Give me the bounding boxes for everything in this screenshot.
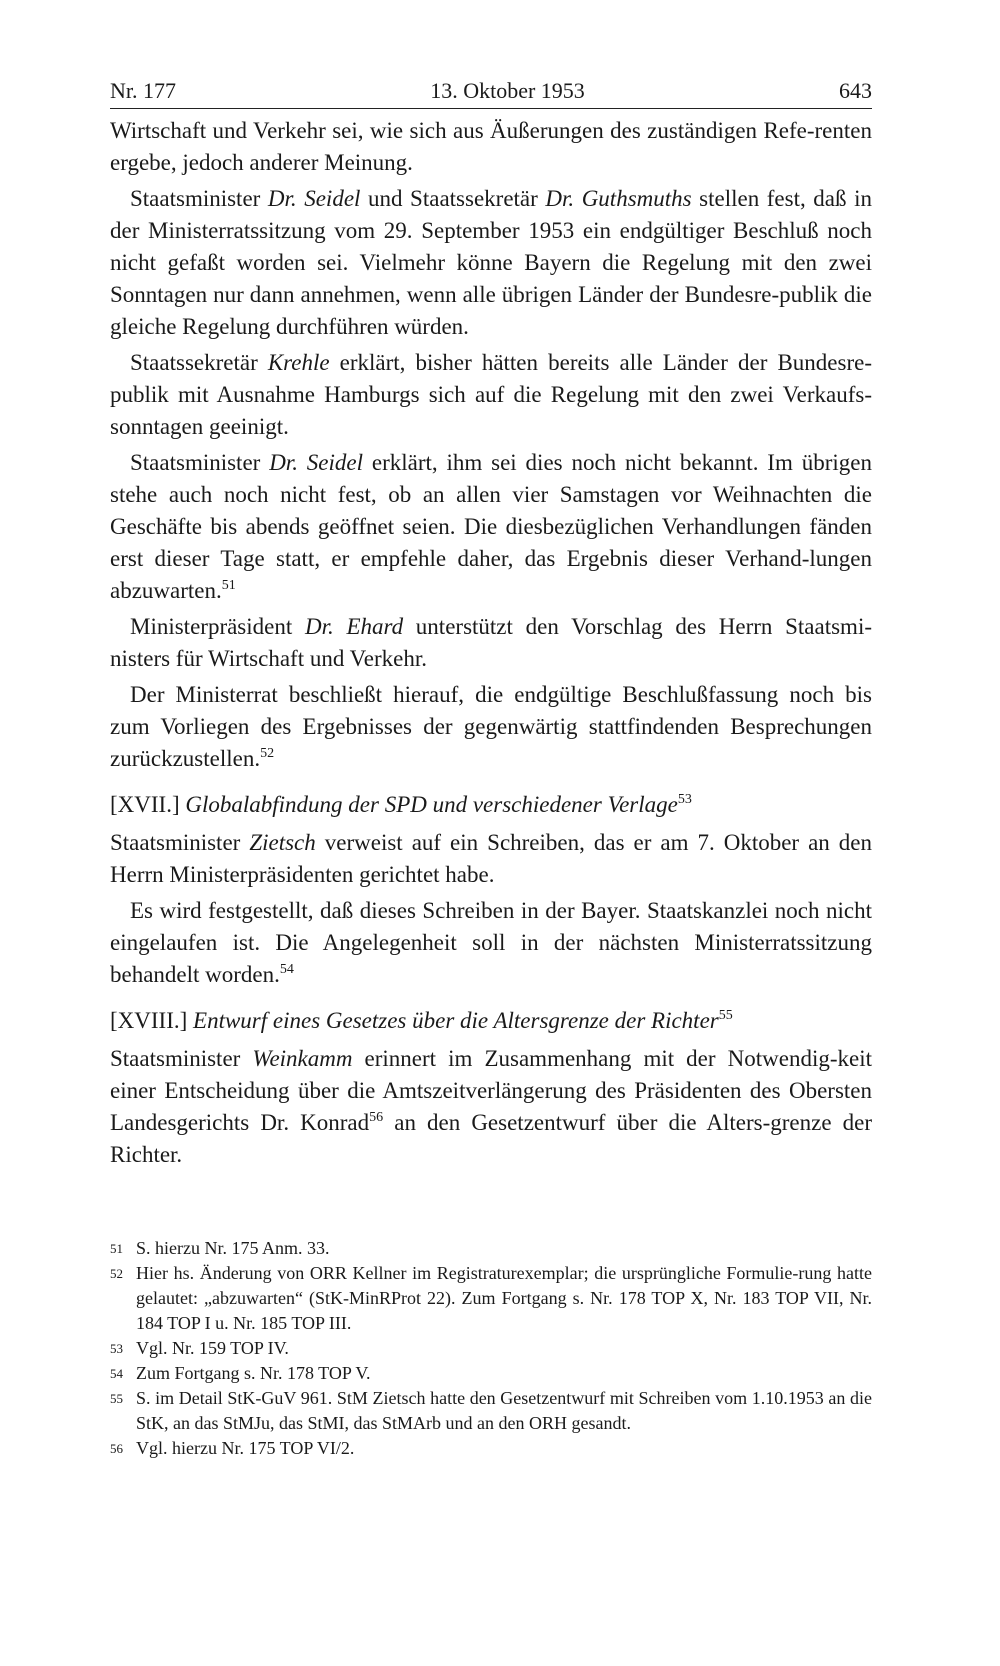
text-run: verweist auf ein Schreiben, das er am 7. Oktober an den Herrn Ministerpräsidenten gerichtet habe.: [110, 830, 872, 887]
document-page: [110, 78, 872, 1175]
text-run: erinnert im Zusammenhang mit der Notwendig-keit einer Entscheidung über die Amtszeitverlängerung des Präsidenten des Obersten Landesgerichts Dr. Konrad: [110, 1046, 872, 1135]
footnote-ref[interactable]: 54: [279, 962, 294, 977]
person-name: Dr. Guthsmuths: [545, 186, 692, 211]
footnote-ref[interactable]: 55: [718, 1008, 733, 1023]
footnote-text: S. im Detail StK-GuV 961. StM Zietsch hatte den Gesetzentwurf mit Schreiben vom 1.10.1953 an die StK, an das StMJu, das StMI, das StMArb und an den ORH gesandt.: [136, 1388, 872, 1433]
footnote-item: [110, 1261, 872, 1336]
footnote-number: 52: [110, 1266, 123, 1281]
paragraph: [110, 183, 872, 343]
person-name: Zietsch: [249, 830, 316, 855]
document-number: Nr. 177: [110, 78, 176, 103]
section-label: [XVII.]: [110, 792, 180, 817]
text-run: und Staatssekretär: [360, 186, 546, 211]
footnote-ref[interactable]: 56: [369, 1110, 384, 1125]
section-title: Entwurf eines Gesetzes über die Altersgrenze der Richter: [193, 1008, 719, 1033]
person-name: Dr. Seidel: [267, 186, 361, 211]
section-heading-xviii: [110, 1005, 872, 1037]
text-run: an den Gesetzentwurf über die Alters-grenze der Richter.: [110, 1110, 872, 1167]
person-name: Weinkamm: [252, 1046, 353, 1071]
text-run: stellen fest, daß in der Ministerratssitzung vom 29. September 1953 ein endgültiger Beschluß noch nicht gefaßt worden sei. Vielmehr könne Bayern die Regelung mit den zwei Sonntagen nur dann annehmen, wenn alle übrigen Länder der Bundesre-publik die gleiche Regelung durchführen würden.: [110, 186, 872, 339]
footnote-item: [110, 1436, 872, 1461]
footnote-number: 55: [110, 1391, 123, 1406]
footnote-text: Zum Fortgang s. Nr. 178 TOP V.: [136, 1363, 371, 1383]
paragraph: [110, 347, 872, 443]
person-name: Dr. Ehard: [304, 614, 404, 639]
footnote-text: Hier hs. Änderung von ORR Kellner im Registraturexemplar; die ursprüngliche Formulie-rung hatte gelautet: „abzuwarten“ (StK-MinRProt 22). Zum Fortgang s. Nr. 178 TOP X, Nr. 183 TOP VII, Nr. 184 TOP I u. Nr. 185 TOP III.: [136, 1263, 872, 1333]
footnote-number: 54: [110, 1366, 123, 1381]
person-name: Krehle: [267, 350, 330, 375]
footnote-item: [110, 1236, 872, 1261]
page-number: 643: [839, 78, 872, 103]
paragraph: [110, 115, 872, 179]
text-run: erklärt, bisher hätten bereits alle Länder der Bundesre-publik mit Ausnahme Hamburgs sich auf die Regelung mit den zwei Verkaufs-sonntagen geeinigt.: [110, 350, 872, 439]
text-run: Staatssekretär: [130, 350, 268, 375]
paragraph: [110, 611, 872, 675]
footnote-number: 56: [110, 1441, 123, 1456]
footnotes: [110, 1236, 872, 1461]
text-run: Staatsminister: [130, 186, 268, 211]
footnote-text: Vgl. Nr. 159 TOP IV.: [136, 1338, 289, 1358]
footnote-number: 53: [110, 1341, 123, 1356]
paragraph: [110, 447, 872, 607]
paragraph: [110, 895, 872, 991]
section-title: Globalabfindung der SPD und verschiedener Verlage: [185, 792, 678, 817]
text-run: erklärt, ihm sei dies noch nicht bekannt. Im übrigen stehe auch noch nicht fest, ob an allen vier Samstagen vor Weihnachten die Geschäfte bis abends geöffnet seien. Die diesbezüglichen Verhandlungen fänden erst dieser Tage statt, er empfehle daher, das Ergebnis dieser Verhand-lungen abzuwarten.: [110, 450, 872, 603]
section-xvii-body: [110, 827, 872, 991]
text-run: Staatsminister: [110, 830, 250, 855]
running-header: [110, 78, 872, 109]
section-label: [XVIII.]: [110, 1008, 188, 1033]
footnote-text: S. hierzu Nr. 175 Anm. 33.: [136, 1238, 330, 1258]
document-date: 13. Oktober 1953: [430, 78, 585, 103]
footnote-item: [110, 1386, 872, 1436]
paragraph: [110, 1043, 872, 1171]
text-run: Wirtschaft und Verkehr sei, wie sich aus Äußerungen des zuständigen Refe-renten ergebe, jedoch anderer Meinung.: [110, 118, 872, 175]
footnote-ref[interactable]: 53: [677, 792, 692, 807]
body-text: [110, 115, 872, 1171]
paragraph: [110, 827, 872, 891]
text-run: unterstützt den Vorschlag des Herrn Staatsmi-nisters für Wirtschaft und Verkehr.: [110, 614, 872, 671]
person-name: Dr. Seidel: [269, 450, 364, 475]
main-paragraphs: [110, 115, 872, 775]
text-run: Ministerpräsident: [130, 614, 305, 639]
section-heading-xvii: [110, 789, 872, 821]
footnote-ref[interactable]: 52: [260, 746, 275, 761]
footnote-item: [110, 1361, 872, 1386]
footnote-ref[interactable]: 51: [221, 578, 236, 593]
footnote-text: Vgl. hierzu Nr. 175 TOP VI/2.: [136, 1438, 355, 1458]
text-run: Es wird festgestellt, daß dieses Schreiben in der Bayer. Staatskanzlei noch nicht eingelaufen ist. Die Angelegenheit soll in der nächsten Ministerratssitzung behandelt worden.: [110, 898, 872, 987]
text-run: Staatsminister: [130, 450, 270, 475]
paragraph: [110, 679, 872, 775]
text-run: Der Ministerrat beschließt hierauf, die endgültige Beschlußfassung noch bis zum Vorliegen des Ergebnisses der gegenwärtig stattfindenden Besprechungen zurückzustellen.: [110, 682, 872, 771]
section-xviii-body: [110, 1043, 872, 1171]
footnote-item: [110, 1336, 872, 1361]
footnote-number: 51: [110, 1241, 123, 1256]
text-run: Staatsminister: [110, 1046, 253, 1071]
